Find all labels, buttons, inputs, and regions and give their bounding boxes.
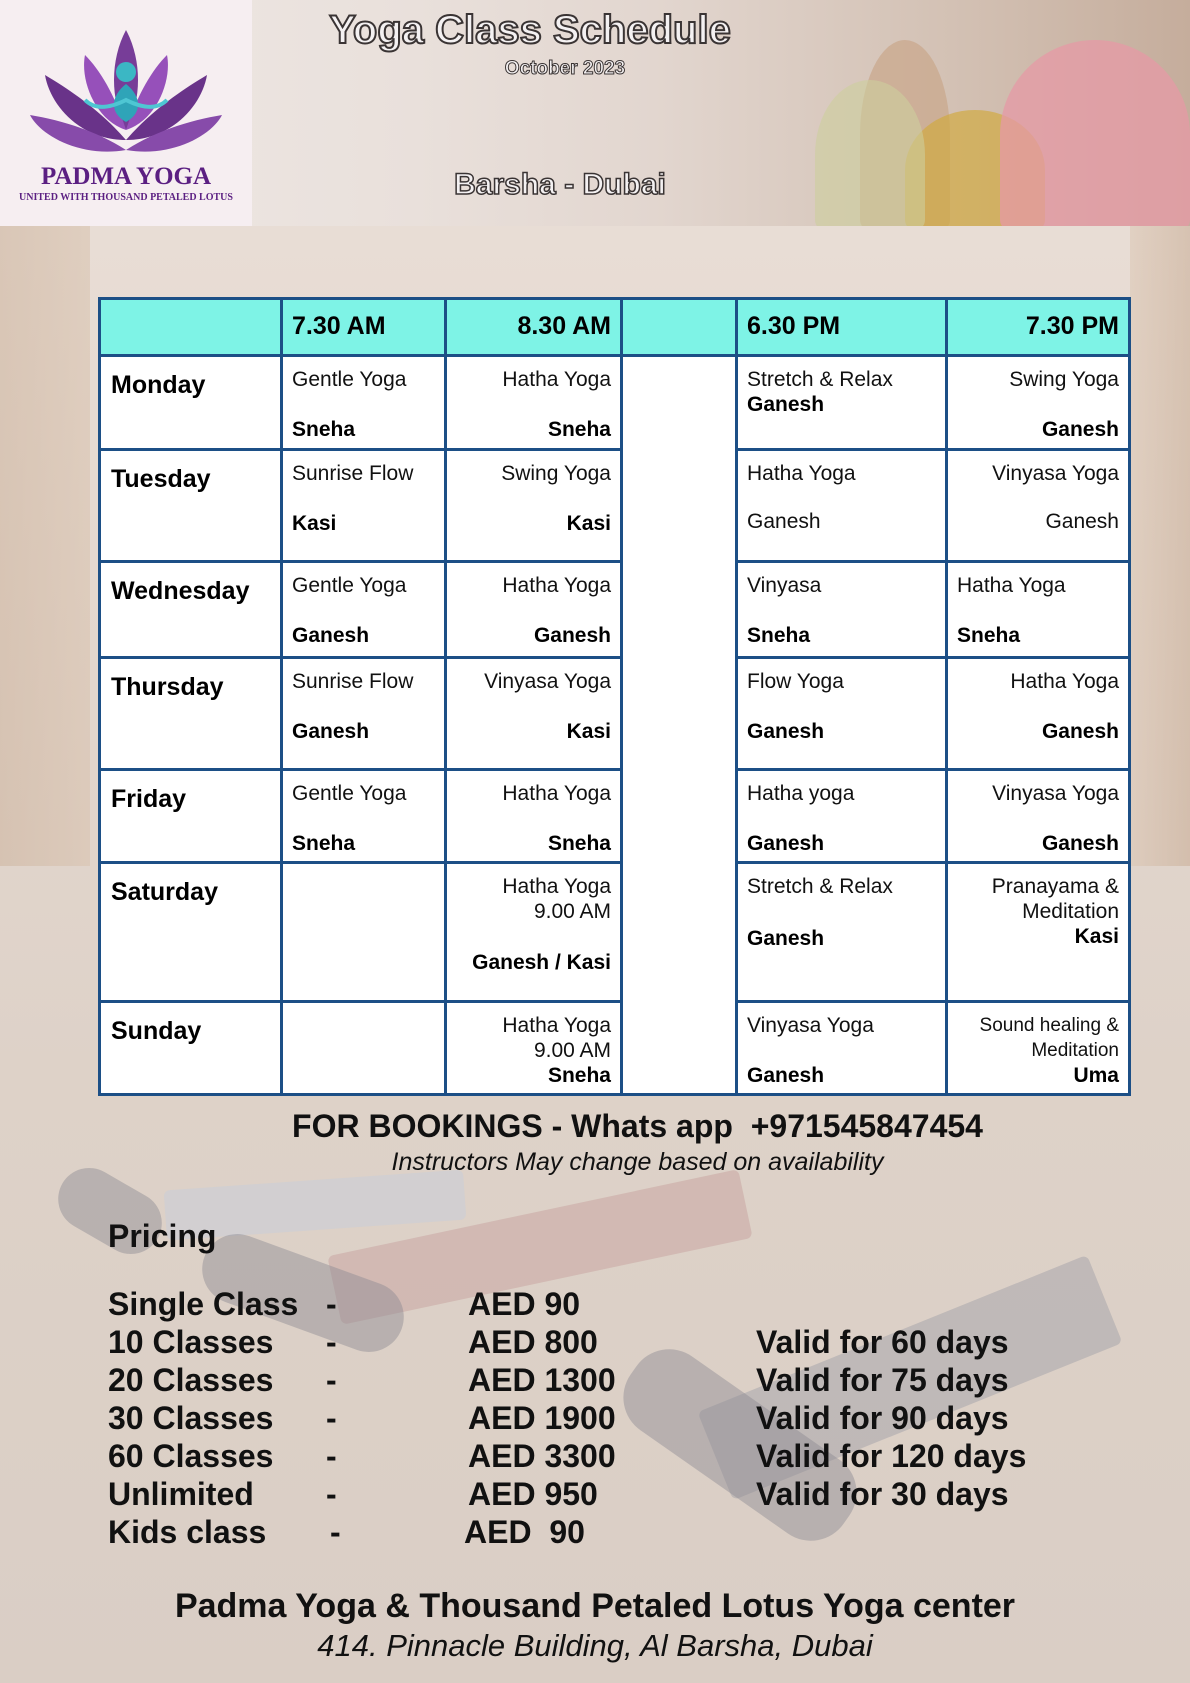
schedule-table — [98, 297, 1131, 1096]
table-row — [100, 770, 1130, 863]
class-cell: Vinyasa Yoga Kasi — [446, 658, 622, 770]
pricing-name: 30 Classes — [108, 1400, 274, 1436]
class-cell: Hatha Yoga 9.00 AM Sneha — [446, 1002, 622, 1095]
pricing-name: 20 Classes — [108, 1362, 274, 1398]
day-label: Saturday — [100, 863, 282, 1002]
instructor-note: Instructors May change based on availability — [391, 1148, 884, 1176]
pricing-dash: - — [326, 1324, 337, 1360]
class-cell: Sound healing & Meditation Uma — [947, 1002, 1130, 1095]
location-label: Barsha - Dubai — [454, 168, 666, 201]
class-cell: Flow Yoga Ganesh — [737, 658, 947, 770]
class-cell: Hatha Yoga 9.00 AM Ganesh / Kasi — [446, 863, 622, 1002]
header-cell-blank — [100, 299, 282, 356]
pricing-dash: - — [326, 1438, 337, 1474]
class-cell: Gentle Yoga Sneha — [282, 356, 446, 450]
header-cell-630pm: 6.30 PM — [737, 299, 947, 356]
pricing-name: Unlimited — [108, 1476, 254, 1512]
class-cell: Sunrise Flow Kasi — [282, 450, 446, 562]
class-cell: Hatha Yoga Ganesh — [446, 562, 622, 658]
pricing-price: AED 90 — [464, 1514, 585, 1550]
header-cell-730am: 7.30 AM — [282, 299, 446, 356]
table-row — [100, 863, 1130, 1002]
center-address: 414. Pinnacle Building, Al Barsha, Dubai — [317, 1628, 873, 1663]
pricing-dash: - — [326, 1400, 337, 1436]
class-cell: Gentle Yoga Sneha — [282, 770, 446, 863]
class-cell: Hatha yoga Ganesh — [737, 770, 947, 863]
day-label: Tuesday — [100, 450, 282, 562]
pricing-name: Kids class — [108, 1514, 267, 1550]
class-cell: Gentle Yoga Ganesh — [282, 562, 446, 658]
class-cell: Vinyasa Yoga Ganesh — [947, 770, 1130, 863]
lotus-logo-icon — [0, 0, 252, 226]
class-cell: Stretch & Relax Ganesh — [737, 356, 947, 450]
pricing-title: Pricing — [108, 1218, 217, 1254]
header-cell-gap — [622, 299, 737, 356]
class-cell: Swing Yoga Kasi — [446, 450, 622, 562]
pricing-price: AED 3300 — [468, 1438, 616, 1474]
pricing-price: AED 90 — [468, 1286, 581, 1322]
class-cell-empty — [282, 1002, 446, 1095]
class-cell: Stretch & Relax Ganesh — [737, 863, 947, 1002]
pricing-dash: - — [326, 1476, 337, 1512]
class-cell: Vinyasa Sneha — [737, 562, 947, 658]
pricing-price: AED 1900 — [468, 1400, 616, 1436]
pricing-validity: Valid for 60 days — [756, 1324, 1009, 1360]
class-cell: Sunrise Flow Ganesh — [282, 658, 446, 770]
day-label: Sunday — [100, 1002, 282, 1095]
pricing-validity: Valid for 90 days — [756, 1400, 1009, 1436]
pricing-dash: - — [326, 1286, 337, 1322]
pricing-price: AED 950 — [468, 1476, 598, 1512]
wall-left — [0, 226, 90, 866]
meditating-person — [815, 80, 925, 226]
booking-line: FOR BOOKINGS - Whats app +971545847454 — [292, 1108, 983, 1144]
pricing-validity: Valid for 30 days — [756, 1476, 1009, 1512]
table-row — [100, 658, 1130, 770]
class-cell: Swing Yoga Ganesh — [947, 356, 1130, 450]
class-cell: Hatha Yoga Ganesh — [737, 450, 947, 562]
class-cell: Hatha Yoga Sneha — [446, 356, 622, 450]
logo-tagline: UNITED WITH THOUSAND PETALED LOTUS — [19, 192, 233, 203]
page-title: Yoga Class Schedule — [329, 8, 731, 52]
pricing-name: Single Class — [108, 1286, 299, 1322]
midday-gap — [622, 356, 737, 1095]
class-cell: Vinyasa Yoga Ganesh — [947, 450, 1130, 562]
header-cell-830am: 8.30 AM — [446, 299, 622, 356]
day-label: Thursday — [100, 658, 282, 770]
pricing-validity: Valid for 75 days — [756, 1362, 1009, 1398]
table-row — [100, 450, 1130, 562]
table-row — [100, 1002, 1130, 1095]
page-subtitle: October 2023 — [504, 58, 626, 79]
pricing-dash: - — [330, 1514, 341, 1550]
class-cell: Vinyasa Yoga Ganesh — [737, 1002, 947, 1095]
pricing-validity: Valid for 120 days — [756, 1438, 1027, 1474]
center-name: Padma Yoga & Thousand Petaled Lotus Yoga center — [174, 1587, 1016, 1625]
table-row — [100, 562, 1130, 658]
schedule-header-row — [100, 299, 1130, 356]
logo-name: PADMA YOGA — [40, 163, 212, 190]
pricing-name: 10 Classes — [108, 1324, 274, 1360]
class-cell: Hatha Yoga Sneha — [446, 770, 622, 863]
pricing-price: AED 1300 — [468, 1362, 616, 1398]
header-cell-730pm: 7.30 PM — [947, 299, 1130, 356]
class-cell: Hatha Yoga Ganesh — [947, 658, 1130, 770]
meditating-person — [1000, 40, 1190, 226]
table-row — [100, 356, 1130, 450]
day-label: Monday — [100, 356, 282, 450]
class-cell-empty — [282, 863, 446, 1002]
class-cell: Pranayama & Meditation Kasi — [947, 863, 1130, 1002]
pricing-name: 60 Classes — [108, 1438, 274, 1474]
day-label: Friday — [100, 770, 282, 863]
pricing-price: AED 800 — [468, 1324, 598, 1360]
wall-right — [1130, 226, 1190, 866]
day-label: Wednesday — [100, 562, 282, 658]
pricing-dash: - — [326, 1362, 337, 1398]
logo — [0, 0, 252, 226]
class-cell: Hatha Yoga Sneha — [947, 562, 1130, 658]
